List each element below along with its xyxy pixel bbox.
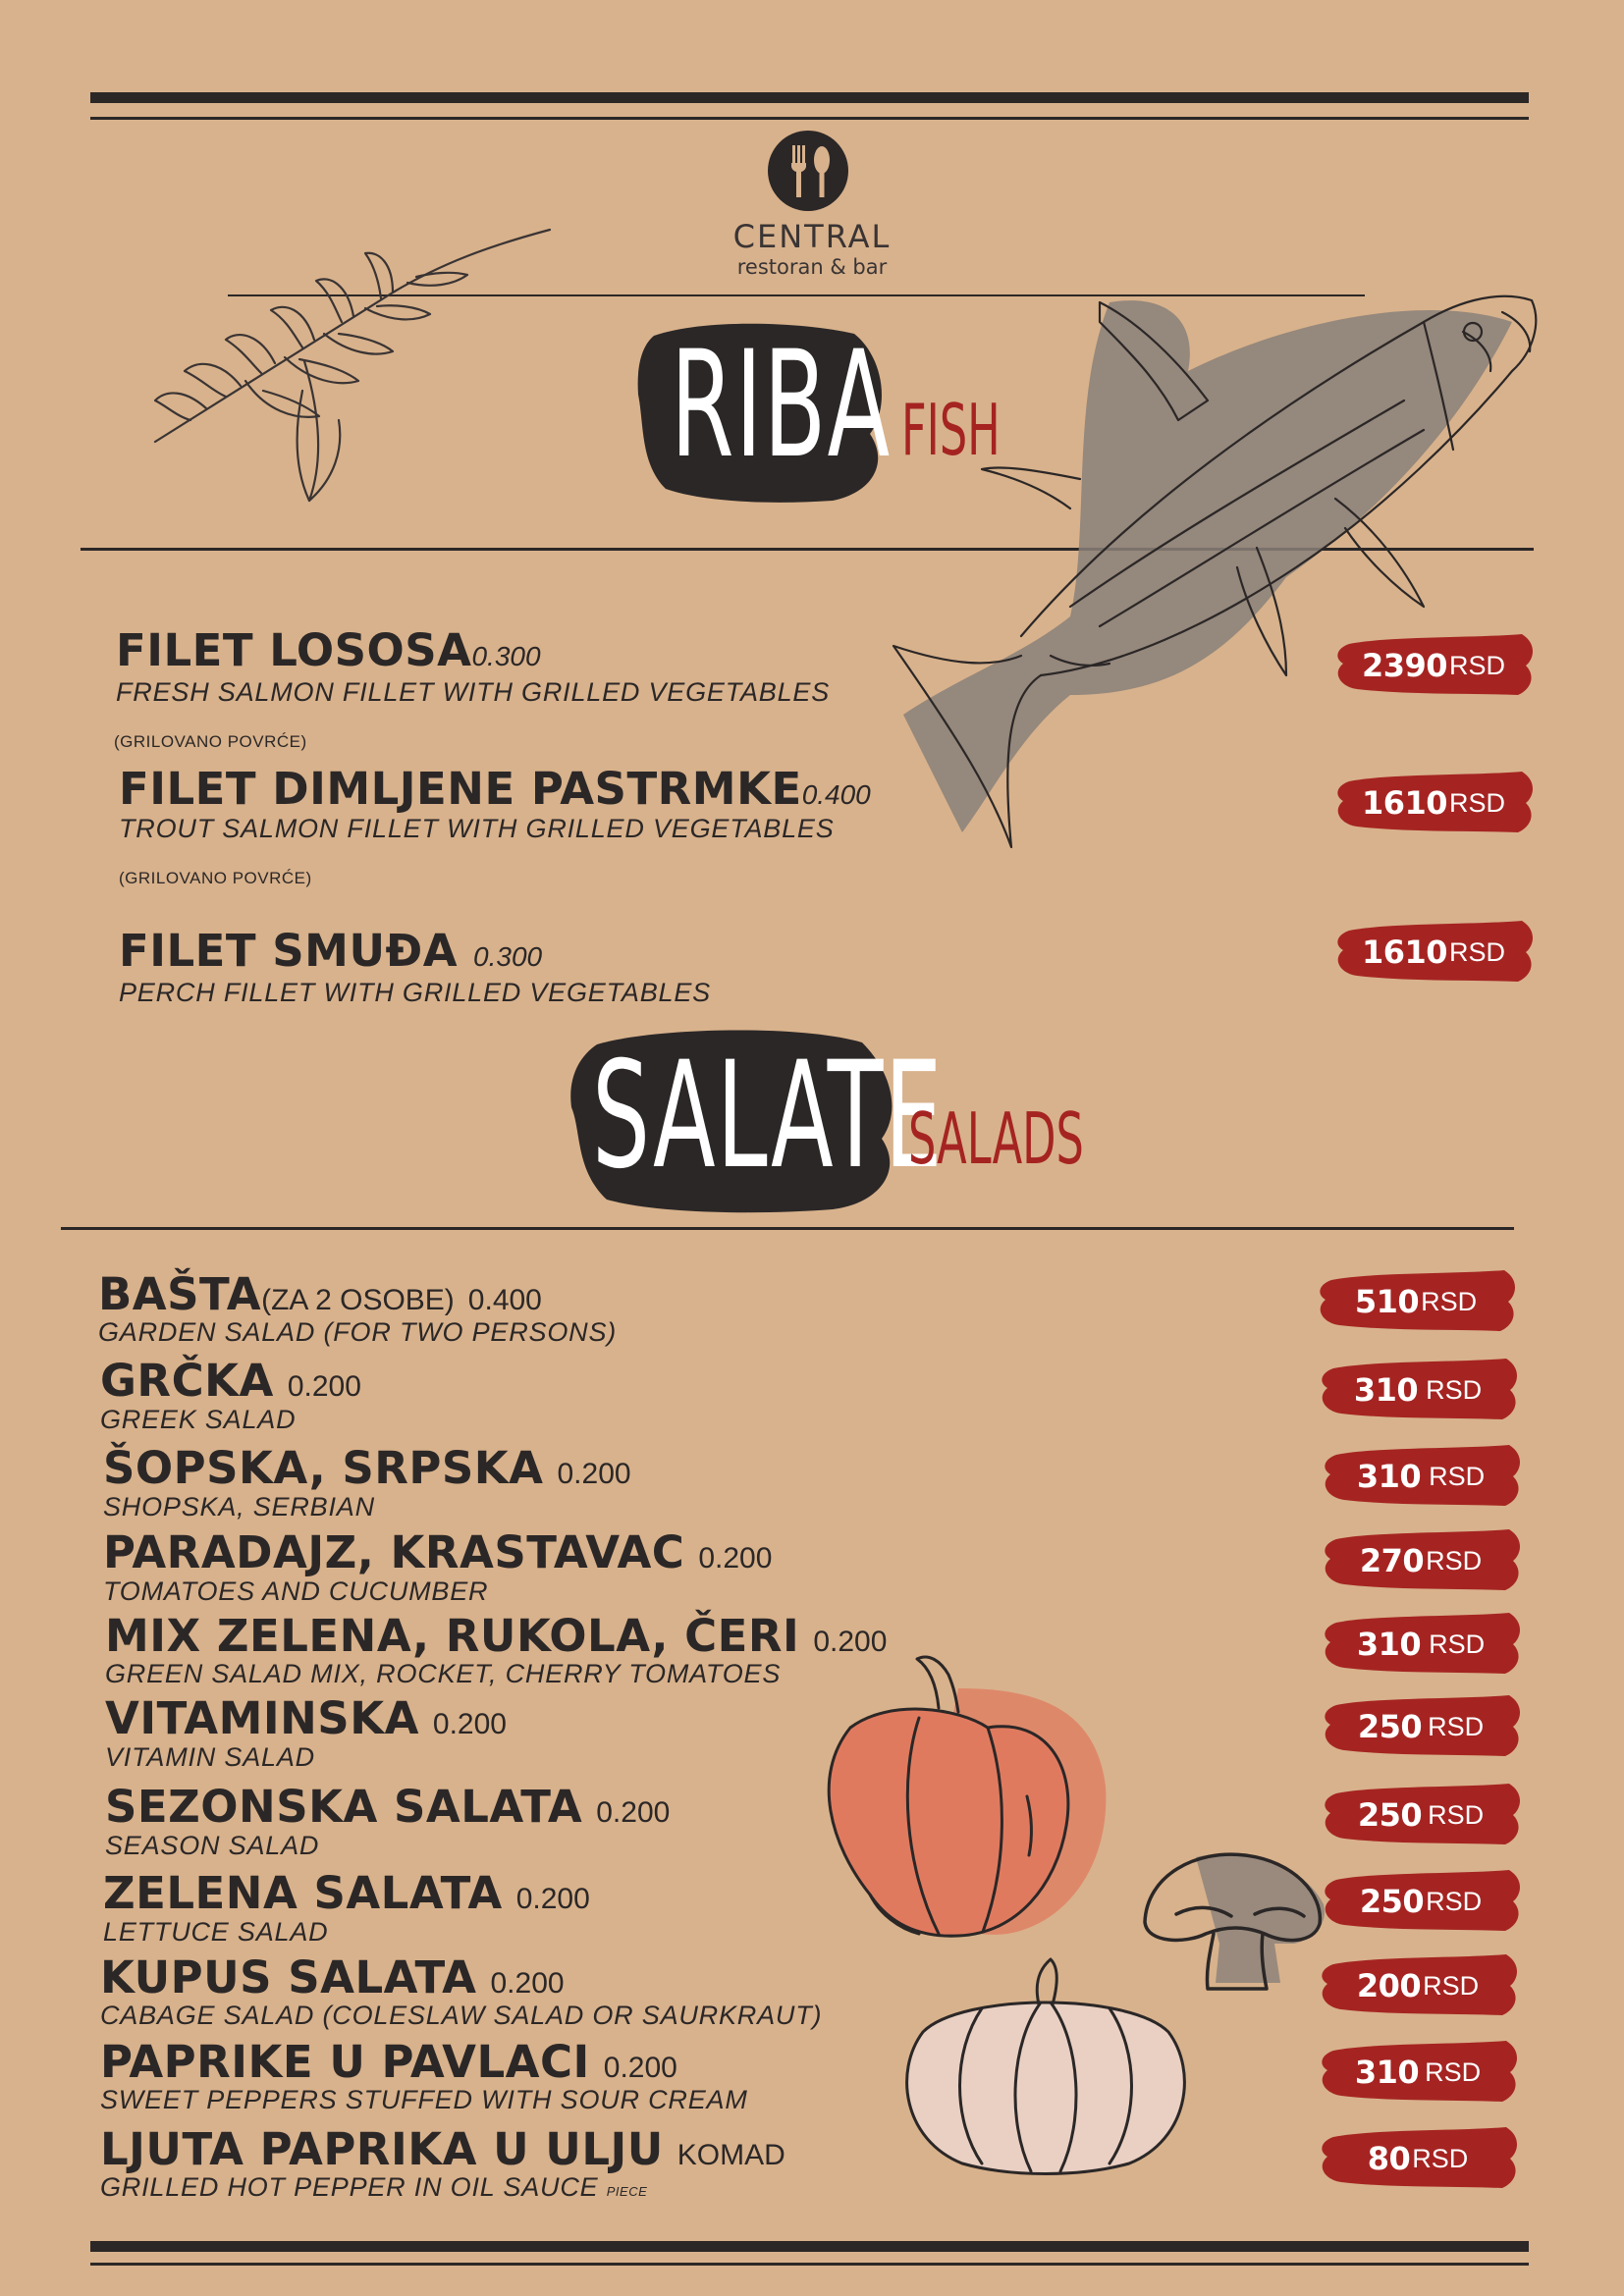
price-currency: RSD: [1421, 1286, 1478, 1316]
item-description: LETTUCE SALAD: [103, 1917, 329, 1947]
price-badge: [1317, 1870, 1525, 1933]
price-value: 200: [1356, 1967, 1422, 2004]
price-currency: RSD: [1449, 650, 1506, 680]
item-qty: KOMAD: [677, 2139, 785, 2171]
price-currency: RSD: [1428, 1711, 1485, 1741]
item-name: ŠOPSKA, SRPSKA: [103, 1442, 544, 1494]
item-name: PARADAJZ, KRASTAVAC: [103, 1526, 685, 1578]
item-qty: 0.200: [698, 1542, 773, 1575]
item-name: MIX ZELENA, RUKOLA, ČERI: [105, 1610, 800, 1662]
price-badge: [1312, 1270, 1520, 1333]
price-value: 310: [1356, 1626, 1422, 1663]
price-value: 1610: [1361, 784, 1448, 822]
menu-item: [100, 1355, 361, 1407]
fish-section-title-en: FISH: [901, 389, 1001, 471]
item-note: (GRILOVANO POVRĆE): [114, 732, 307, 751]
tuna-fish-illustration: [874, 283, 1561, 852]
item-qty-extra: (ZA 2 OSOBE): [261, 1284, 455, 1316]
price-value: 310: [1353, 1371, 1419, 1409]
price-value: 310: [1356, 1458, 1422, 1495]
item-qty: 0.200: [432, 1708, 507, 1740]
top-thick-rule: [90, 92, 1529, 103]
price-value: 1610: [1361, 934, 1448, 971]
salad-section-rule: [61, 1227, 1514, 1230]
price-badge: [1314, 1359, 1522, 1421]
menu-item: [100, 2036, 677, 2088]
price-value: 80: [1367, 2140, 1411, 2177]
fish-section-title: RIBA: [671, 320, 892, 491]
menu-item: [105, 1692, 507, 1744]
price-currency: RSD: [1425, 2056, 1482, 2087]
item-name: LJUTA PAPRIKA U ULJU: [100, 2123, 664, 2175]
item-description: VITAMIN SALAD: [105, 1742, 315, 1772]
salads-section-title-en: SALADS: [908, 1097, 1084, 1180]
price-currency: RSD: [1449, 787, 1506, 818]
bottom-thin-rule: [90, 2263, 1529, 2266]
menu-item: [119, 763, 871, 815]
price-value: 250: [1357, 1796, 1423, 1834]
menu-item: [98, 1268, 542, 1320]
salads-section-title: SALATE: [592, 1031, 944, 1201]
brand-subtitle: restoran & bar: [736, 255, 888, 279]
price-currency: RSD: [1423, 1970, 1480, 2001]
menu-item: [103, 1867, 590, 1919]
price-badge: [1317, 1613, 1525, 1676]
price-badge: [1314, 1954, 1522, 2017]
price-value: 510: [1354, 1283, 1420, 1320]
item-qty: 0.400: [801, 779, 871, 810]
price-currency: RSD: [1428, 1799, 1485, 1830]
price-value: 250: [1359, 1883, 1425, 1920]
bell-pepper-illustration: [811, 1649, 1115, 1944]
item-description: FRESH SALMON FILLET WITH GRILLED VEGETABLES: [116, 677, 831, 707]
menu-item: [100, 2123, 785, 2175]
price-badge: [1314, 2041, 1522, 2104]
price-currency: RSD: [1429, 1461, 1486, 1491]
item-description: PERCH FILLET WITH GRILLED VEGETABLES: [119, 978, 711, 1007]
top-thin-rule: [90, 117, 1529, 120]
item-description: TOMATOES AND CUCUMBER: [103, 1576, 489, 1606]
menu-item: [103, 1442, 631, 1494]
rocket-leaf-illustration: [147, 224, 560, 508]
price-badge: [1317, 1529, 1525, 1592]
menu-item: [119, 925, 542, 977]
item-description: GREEK SALAD: [100, 1405, 297, 1434]
price-badge: [1314, 2127, 1522, 2190]
item-name: FILET SMUĐA: [119, 925, 459, 977]
item-name: PAPRIKE U PAVLACI: [100, 2036, 590, 2088]
item-description: SHOPSKA, SERBIAN: [103, 1492, 375, 1522]
item-qty: 0.200: [515, 1883, 590, 1915]
price-currency: RSD: [1426, 1886, 1483, 1916]
item-description: [100, 2172, 647, 2203]
item-description: SWEET PEPPERS STUFFED WITH SOUR CREAM: [100, 2085, 748, 2114]
item-qty: 0.200: [287, 1370, 361, 1403]
item-qty: 0.300: [473, 941, 543, 972]
price-value: 310: [1354, 2054, 1420, 2091]
item-note: (GRILOVANO POVRĆE): [119, 869, 312, 887]
menu-item: [105, 1610, 887, 1662]
item-qty: 0.400: [467, 1284, 542, 1316]
item-name: BAŠTA: [98, 1268, 262, 1320]
price-currency: RSD: [1426, 1374, 1483, 1405]
price-badge: [1317, 1784, 1525, 1846]
item-qty: 0.300: [471, 641, 541, 671]
item-description: CABAGE SALAD (COLESLAW SALAD OR SAURKRAUT): [100, 2001, 823, 2030]
item-name: KUPUS SALATA: [100, 1951, 477, 2003]
item-description: GARDEN SALAD (FOR TWO PERSONS): [98, 1317, 618, 1347]
item-qty: 0.200: [490, 1967, 565, 2000]
price-currency: RSD: [1426, 1545, 1483, 1575]
item-description: TROUT SALMON FILLET WITH GRILLED VEGETABLES: [119, 814, 835, 843]
price-value: 2390: [1361, 647, 1448, 684]
price-badge: [1329, 772, 1538, 834]
brand-name: CENTRAL: [732, 218, 892, 255]
price-badge: [1317, 1695, 1525, 1758]
item-name: VITAMINSKA: [105, 1692, 419, 1744]
cutlery-logo-icon: [767, 130, 849, 212]
item-qty: 0.200: [557, 1458, 631, 1490]
item-description-text: GRILLED HOT PEPPER IN OIL SAUCE: [100, 2172, 599, 2202]
bottom-thick-rule: [90, 2241, 1529, 2252]
item-name: SEZONSKA SALATA: [105, 1781, 583, 1833]
price-value: 250: [1357, 1708, 1423, 1745]
menu-item: [100, 1951, 565, 2003]
menu-item: [103, 1526, 772, 1578]
item-name: ZELENA SALATA: [103, 1867, 503, 1919]
price-badge: [1329, 634, 1538, 697]
item-qty: 0.200: [813, 1626, 888, 1658]
item-description-suffix: PIECE: [606, 2184, 648, 2199]
item-description: GREEN SALAD MIX, ROCKET, CHERRY TOMATOES: [105, 1659, 782, 1688]
pumpkin-illustration: [884, 1953, 1208, 2179]
price-currency: RSD: [1429, 1629, 1486, 1659]
item-qty: 0.200: [596, 1796, 671, 1829]
price-badge: [1329, 921, 1538, 984]
item-description: SEASON SALAD: [105, 1831, 320, 1860]
item-name: FILET LOSOSA: [116, 624, 472, 676]
price-currency: RSD: [1412, 2143, 1469, 2173]
item-name: FILET DIMLJENE PASTRMKE: [119, 763, 802, 815]
price-badge: [1317, 1445, 1525, 1508]
menu-item: [105, 1781, 670, 1833]
menu-item: [116, 624, 541, 676]
item-qty: 0.200: [603, 2052, 677, 2084]
price-currency: RSD: [1449, 936, 1506, 967]
item-name: GRČKA: [100, 1355, 274, 1407]
price-value: 270: [1359, 1542, 1425, 1579]
